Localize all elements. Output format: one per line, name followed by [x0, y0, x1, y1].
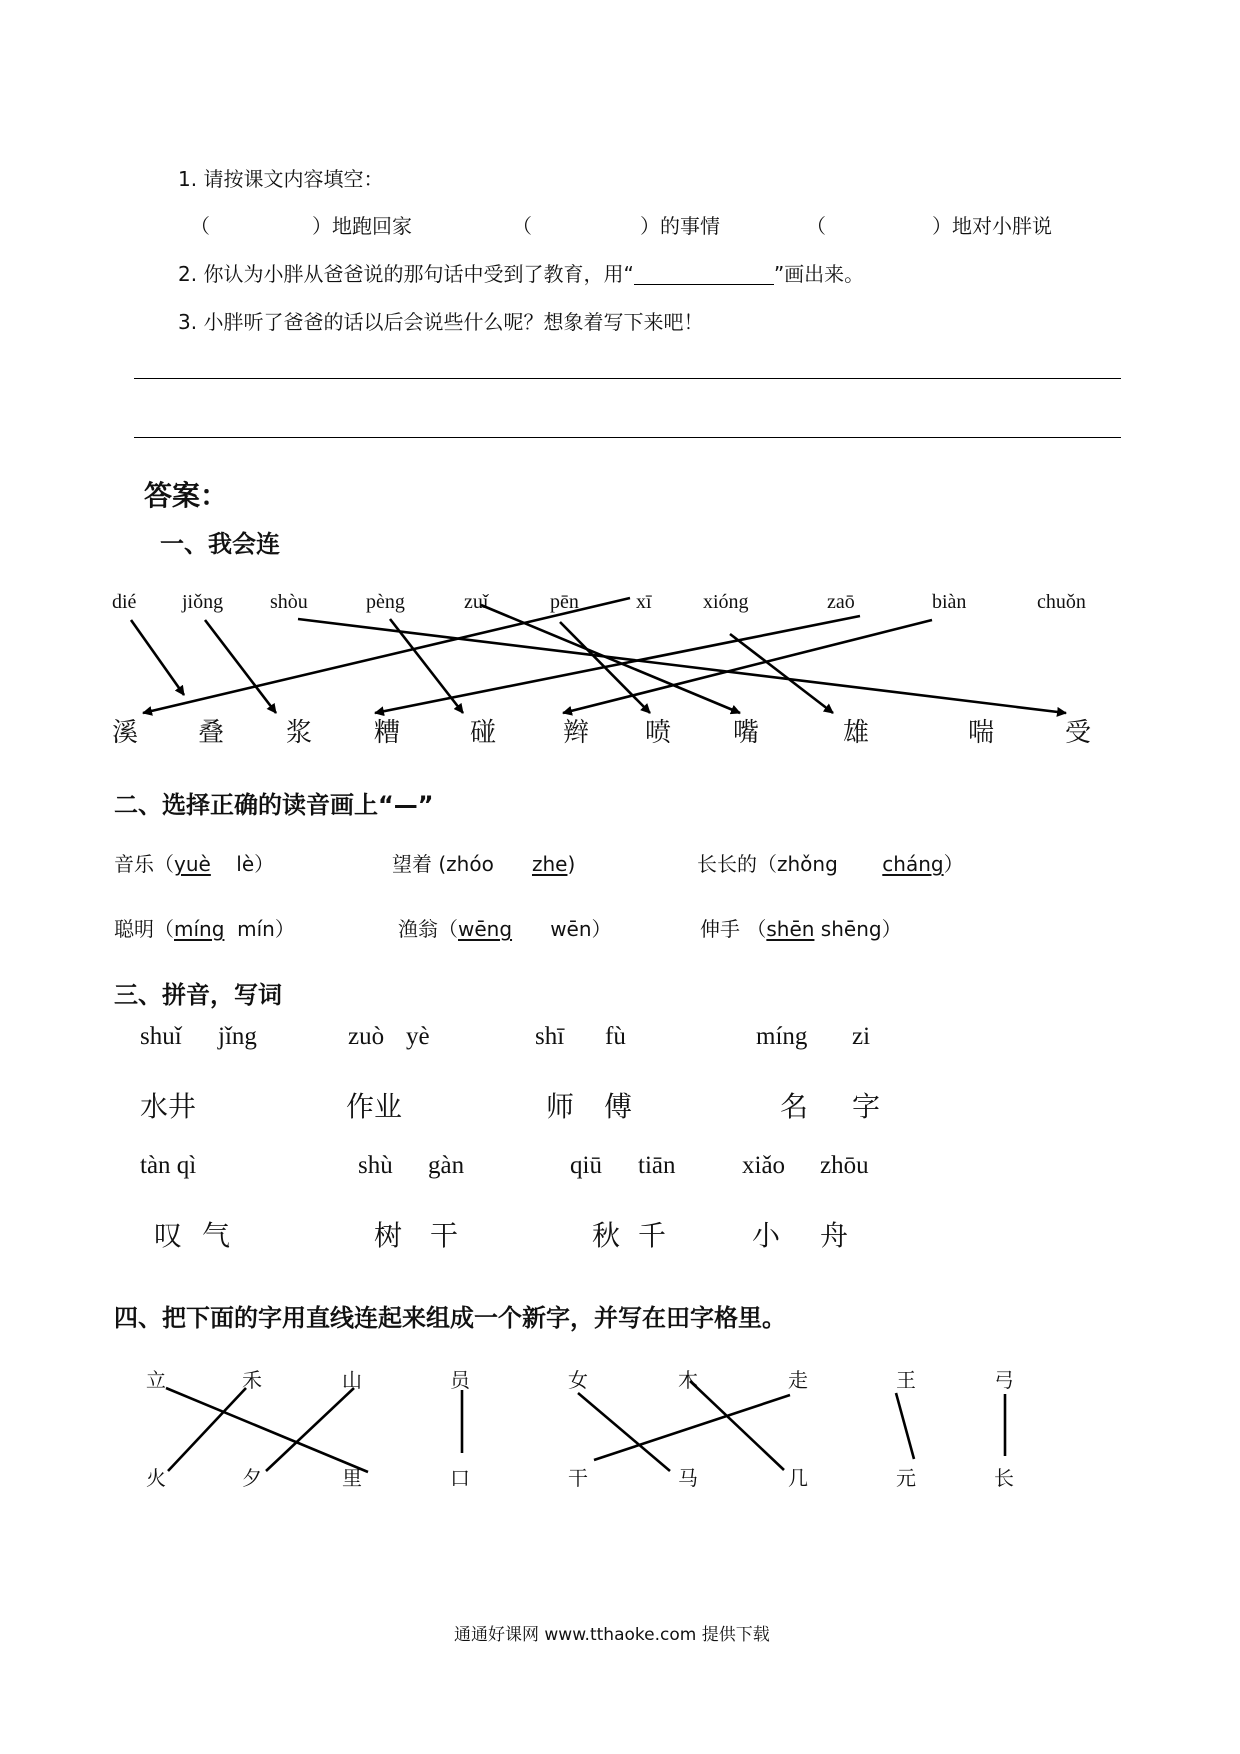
radical-top: 禾	[242, 1368, 262, 1392]
reading-correct: cháng	[882, 852, 944, 876]
section-1-heading: 一、我会连	[160, 530, 280, 558]
pinyin-option: zaō	[827, 591, 855, 613]
radical-bottom: 干	[568, 1466, 588, 1490]
pinyin-option: zuǐ	[464, 591, 489, 613]
pinyin-syllable: shuǐ	[140, 1023, 182, 1050]
written-word: 气	[202, 1219, 231, 1252]
radical-bottom: 里	[342, 1466, 362, 1490]
reading-correct: wēng	[458, 917, 513, 941]
radical-top: 王	[896, 1368, 916, 1392]
radical-top: 走	[788, 1368, 808, 1392]
character-option: 叠	[198, 718, 225, 748]
reading-word: 望着 (	[392, 852, 447, 876]
match-line	[168, 1388, 246, 1471]
reading-word: 长长的（	[697, 852, 777, 876]
blank-3-close: ）	[932, 214, 952, 238]
pinyin-option: jiǒng	[182, 591, 224, 613]
pinyin-syllable: tàn qì	[140, 1152, 197, 1179]
reading-close: ）	[591, 917, 612, 941]
reading-option: zhóo	[446, 852, 494, 876]
blank-2-close: ）	[640, 214, 660, 238]
radical-bottom: 元	[896, 1466, 916, 1490]
question-3: 3. 小胖听了爸爸的话以后会说些什么呢？想象着写下来吧！	[178, 310, 704, 334]
reading-word: 聪明（	[114, 917, 174, 941]
reading-word: 伸手 （	[700, 917, 767, 941]
reading-correct: zhe	[531, 852, 568, 876]
section-4-heading: 四、把下面的字用直线连起来组成一个新字，并写在田字格里。	[114, 1304, 786, 1332]
character-option: 浆	[286, 718, 313, 748]
pinyin-syllable: zuò	[348, 1023, 385, 1050]
written-word: 干	[430, 1219, 459, 1252]
footer: 通通好课网 www.tthaoke.com 提供下载	[454, 1625, 770, 1645]
section-3-heading: 三、拼音，写词	[114, 981, 282, 1009]
blank-2-text: 的事情	[660, 214, 720, 238]
pinyin-option: xióng	[703, 591, 749, 613]
character-option: 糟	[374, 718, 401, 748]
match-line	[205, 620, 276, 713]
match-line	[481, 605, 740, 713]
blank-2-open: （	[512, 214, 532, 238]
radical-bottom: 夕	[242, 1466, 262, 1490]
reading-close: ）	[943, 852, 964, 876]
pinyin-syllable: qiū	[570, 1152, 602, 1179]
pinyin-syllable: yè	[406, 1023, 430, 1050]
pinyin-syllable: shī	[535, 1023, 565, 1050]
section-1-match-lines	[0, 0, 1240, 800]
written-word: 小	[752, 1219, 781, 1252]
written-word: 名	[780, 1090, 809, 1123]
radical-bottom: 长	[994, 1466, 1014, 1490]
character-option: 嘴	[733, 718, 760, 748]
written-word: 秋	[592, 1219, 621, 1252]
match-line	[166, 1388, 368, 1472]
pinyin-syllable: zhōu	[820, 1152, 869, 1179]
reading-option: mín	[237, 917, 275, 941]
match-line	[298, 619, 1066, 713]
answers-title: 答案：	[144, 479, 229, 512]
pinyin-syllable: xiǎo	[742, 1152, 786, 1179]
radical-top: 员	[450, 1368, 470, 1392]
match-line	[896, 1393, 914, 1459]
reading-item-4	[114, 913, 295, 942]
character-option: 碰	[470, 718, 497, 748]
match-line	[690, 1381, 784, 1470]
reading-close: ）	[274, 917, 295, 941]
question-2-before: 2. 你认为小胖从爸爸说的那句话中受到了教育，用“	[178, 262, 634, 286]
reading-close: ）	[254, 852, 275, 876]
written-word: 水井	[140, 1090, 197, 1123]
pinyin-syllable: jǐng	[218, 1023, 257, 1050]
reading-word: 渔翁（	[398, 917, 458, 941]
radical-top: 弓	[994, 1368, 1014, 1392]
character-option: 喷	[645, 718, 672, 748]
pinyin-syllable: tiān	[638, 1152, 676, 1179]
reading-option: wēn	[550, 917, 592, 941]
pinyin-syllable: zi	[852, 1023, 871, 1050]
radical-top: 女	[568, 1368, 588, 1392]
pinyin-option: xī	[636, 591, 652, 613]
character-option: 受	[1065, 718, 1092, 748]
question-1: 1. 请按课文内容填空：	[178, 167, 384, 191]
reading-item-6	[700, 913, 902, 942]
radical-top: 山	[342, 1368, 362, 1392]
match-line	[131, 620, 184, 695]
question-2-after: ”画出来。	[773, 262, 865, 286]
reading-option: zhǒng	[777, 852, 838, 876]
pinyin-syllable: fù	[605, 1023, 626, 1050]
section-2-heading: 二、选择正确的读音画上“—”	[114, 791, 434, 819]
reading-close: )	[567, 852, 576, 876]
reading-close: ）	[881, 917, 902, 941]
match-line	[594, 1395, 790, 1460]
pinyin-option: pèng	[366, 591, 405, 613]
blank-3-text: 地对小胖说	[952, 214, 1052, 238]
match-line	[266, 1388, 354, 1471]
written-word: 字	[852, 1090, 881, 1123]
pinyin-option: shòu	[270, 591, 308, 613]
reading-item-5	[398, 913, 612, 942]
reading-item-1	[114, 848, 274, 877]
radical-bottom: 几	[788, 1466, 808, 1490]
radical-bottom: 口	[450, 1466, 470, 1490]
pinyin-option: dié	[112, 591, 137, 613]
reading-correct: shēn	[766, 917, 815, 941]
reading-item-3	[697, 848, 964, 877]
written-word: 树	[374, 1219, 403, 1252]
pinyin-option: biàn	[932, 591, 967, 613]
blank-1-text: 地跑回家	[332, 214, 412, 238]
pinyin-syllable: míng	[756, 1023, 808, 1050]
reading-item-2	[392, 848, 575, 877]
pinyin-syllable: gàn	[428, 1152, 465, 1179]
written-word: 千	[638, 1219, 667, 1252]
radical-bottom: 火	[146, 1466, 166, 1490]
character-option: 溪	[112, 718, 139, 748]
radical-bottom: 马	[678, 1466, 698, 1490]
written-word: 作业	[346, 1090, 403, 1123]
written-word: 师	[546, 1090, 575, 1123]
reading-word: 音乐（	[114, 852, 174, 876]
blank-1-close: ）	[312, 214, 332, 238]
radical-top: 木	[678, 1368, 698, 1392]
pinyin-syllable: shù	[358, 1152, 393, 1179]
blank-1-open: （	[190, 214, 210, 238]
match-line	[578, 1393, 670, 1471]
radical-top: 立	[146, 1368, 166, 1392]
reading-option: shēng	[820, 917, 882, 941]
reading-correct: yuè	[174, 852, 211, 876]
pinyin-option: pēn	[550, 591, 579, 613]
pinyin-option: chuǒn	[1037, 591, 1086, 613]
reading-correct: míng	[174, 917, 225, 941]
written-word: 舟	[820, 1219, 849, 1252]
character-option: 喘	[968, 718, 995, 748]
written-word: 叹	[154, 1219, 183, 1252]
written-word: 傅	[604, 1090, 633, 1123]
match-line	[143, 598, 630, 713]
character-option: 辫	[563, 718, 590, 748]
character-option: 雄	[843, 718, 870, 748]
match-line	[563, 620, 932, 713]
reading-option: lè	[236, 852, 255, 876]
blank-3-open: （	[806, 214, 826, 238]
